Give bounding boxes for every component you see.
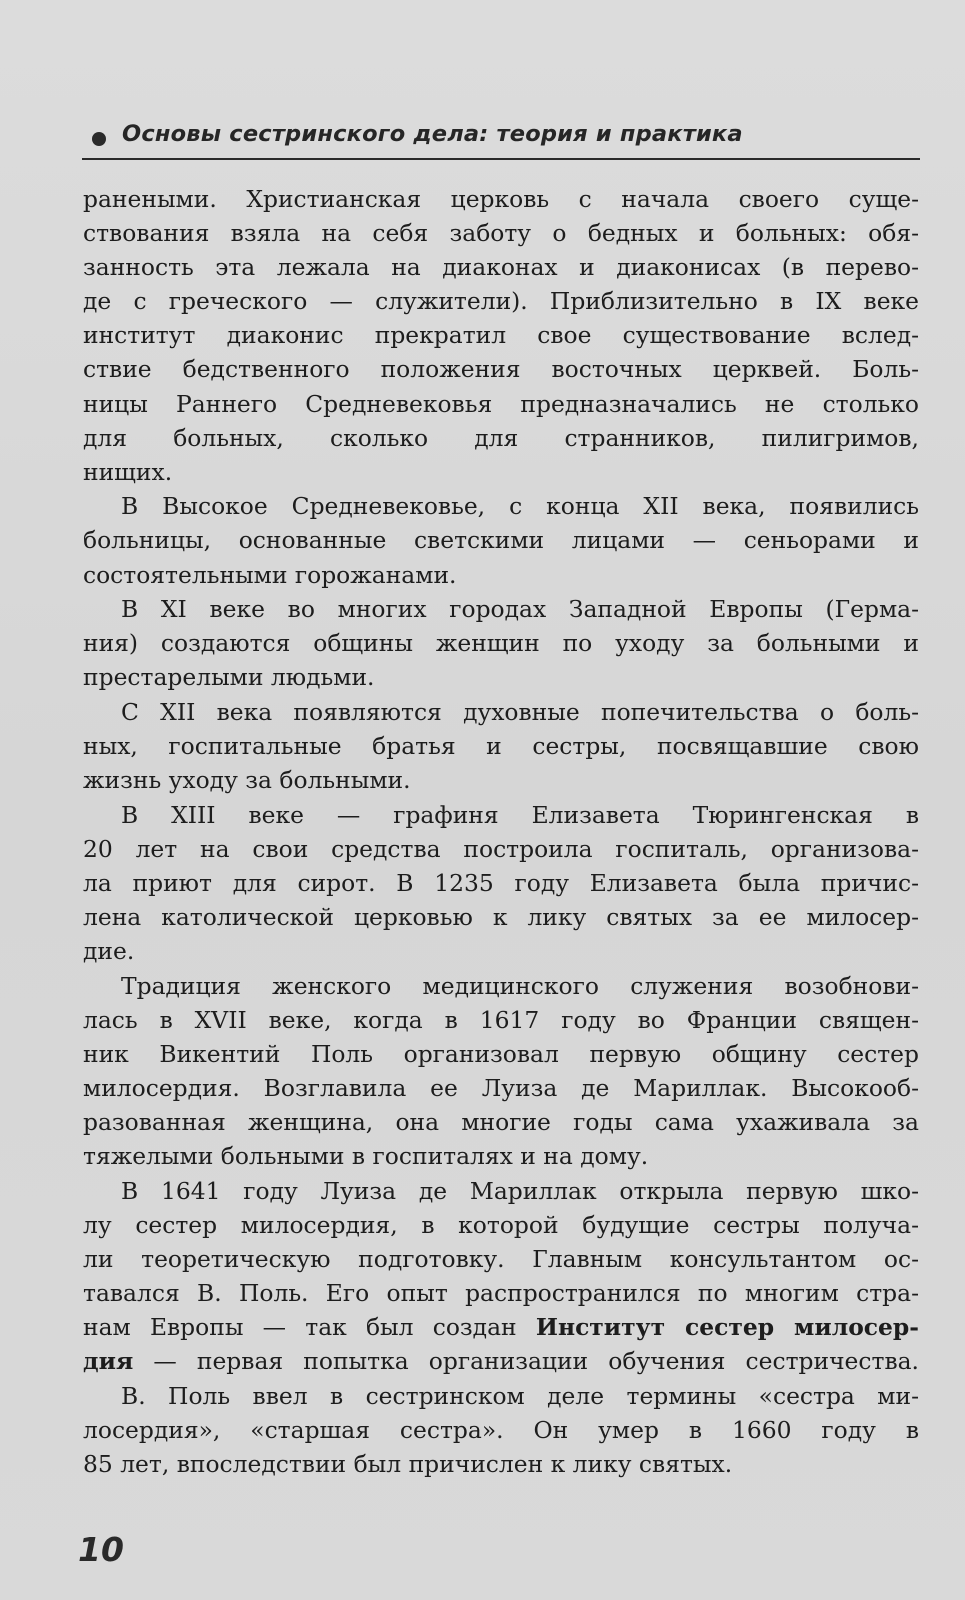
text-line: лась в XVII веке, когда в 1617 году во Франции священ-: [83, 1005, 919, 1034]
text-line: С XII века появляются духовные попечительства о боль-: [121, 697, 919, 726]
running-header: [82, 118, 920, 160]
text-line: В XIII веке — графиня Елизавета Тюрингенская в: [121, 800, 919, 829]
text-line: ла приют для сирот. В 1235 году Елизавета была причис-: [83, 868, 919, 897]
body-text: [83, 182, 919, 1481]
text-line: 20 лет на свои средства построила госпиталь, организова-: [83, 834, 919, 863]
page-number: 10: [78, 1530, 124, 1569]
text-line: разованная женщина, она многие годы сама ухаживала за: [83, 1108, 919, 1137]
text-line: жизнь уходу за больными.: [83, 766, 411, 795]
text-line: милосердия. Возглавила ее Луиза де Мариллак. Высокооб-: [83, 1073, 919, 1102]
text-line: [83, 1310, 919, 1344]
paragraph: [83, 798, 919, 968]
text-line: ницы Раннего Средневековья предназначались не столько: [83, 389, 919, 418]
bold-term: дия: [83, 1347, 134, 1376]
text-line: ния) создаются общины женщин по уходу за больными и: [83, 629, 919, 658]
text-line: де с греческого — служители). Приблизительно в IX веке: [83, 287, 919, 316]
text-line: ник Викентий Поль организовал первую общину сестер: [83, 1039, 919, 1068]
paragraph: [83, 489, 919, 591]
text-line: ствие бедственного положения восточных церквей. Боль-: [83, 355, 919, 384]
text-line: тяжелыми больными в госпиталях и на дому.: [83, 1142, 649, 1171]
text-line: лосердия», «старшая сестра». Он умер в 1660 году в: [83, 1415, 919, 1444]
paragraph: [83, 1379, 919, 1481]
text-line: для больных, сколько для странников, пилигримов,: [83, 423, 919, 452]
text-line: состоятельными горожанами.: [83, 560, 457, 589]
text-line: 85 лет, впоследствии был причислен к лику святых.: [83, 1449, 733, 1478]
text-run: нам Европы — так был создан: [83, 1313, 536, 1342]
bullet-icon: [92, 132, 106, 146]
text-line: В 1641 году Луиза де Мариллак открыла первую шко-: [121, 1176, 919, 1205]
text-line: ранеными. Христианская церковь с начала своего суще-: [83, 185, 919, 213]
text-run: — первая попытка организации обучения сестричества.: [133, 1347, 919, 1376]
text-line: В Высокое Средневековье, с конца XII века, появились: [121, 492, 919, 521]
text-line: Традиция женского медицинского служения возобнови-: [121, 971, 919, 1000]
paragraph: [83, 592, 919, 694]
paragraph: [83, 182, 919, 489]
text-line: занность эта лежала на диаконах и диаконисах (в перево-: [83, 253, 919, 282]
text-line: В XI веке во многих городах Западной Европы (Герма-: [121, 595, 919, 624]
paragraph: [83, 695, 919, 797]
text-line: В. Поль ввел в сестринском деле термины «сестра ми-: [121, 1381, 919, 1410]
text-line: дие.: [83, 937, 135, 966]
text-line: ствования взяла на себя заботу о бедных и больных: обя-: [83, 219, 919, 248]
text-line: лу сестер милосердия, в которой будущие сестры получа-: [83, 1210, 919, 1239]
text-line: институт диаконис прекратил свое существование вслед-: [83, 321, 919, 350]
running-header-title: Основы сестринского дела: теория и практика: [122, 121, 743, 147]
bold-term: Институт сестер милосер-: [535, 1313, 919, 1342]
text-line: лена католической церковью к лику святых за ее милосер-: [83, 902, 919, 931]
text-line: [83, 1344, 919, 1378]
text-line: ных, госпитальные братья и сестры, посвящавшие свою: [83, 732, 919, 760]
text-line: нищих.: [83, 457, 173, 486]
text-line: ли теоретическую подготовку. Главным консультантом ос-: [83, 1244, 919, 1273]
text-line: престарелыми людьми.: [83, 663, 375, 692]
text-line: больницы, основанные светскими лицами — сеньорами и: [83, 526, 919, 555]
paragraph: [83, 1174, 919, 1379]
text-line: тавался В. Поль. Его опыт распространился по многим стра-: [83, 1279, 919, 1307]
paragraph: [83, 969, 919, 1174]
